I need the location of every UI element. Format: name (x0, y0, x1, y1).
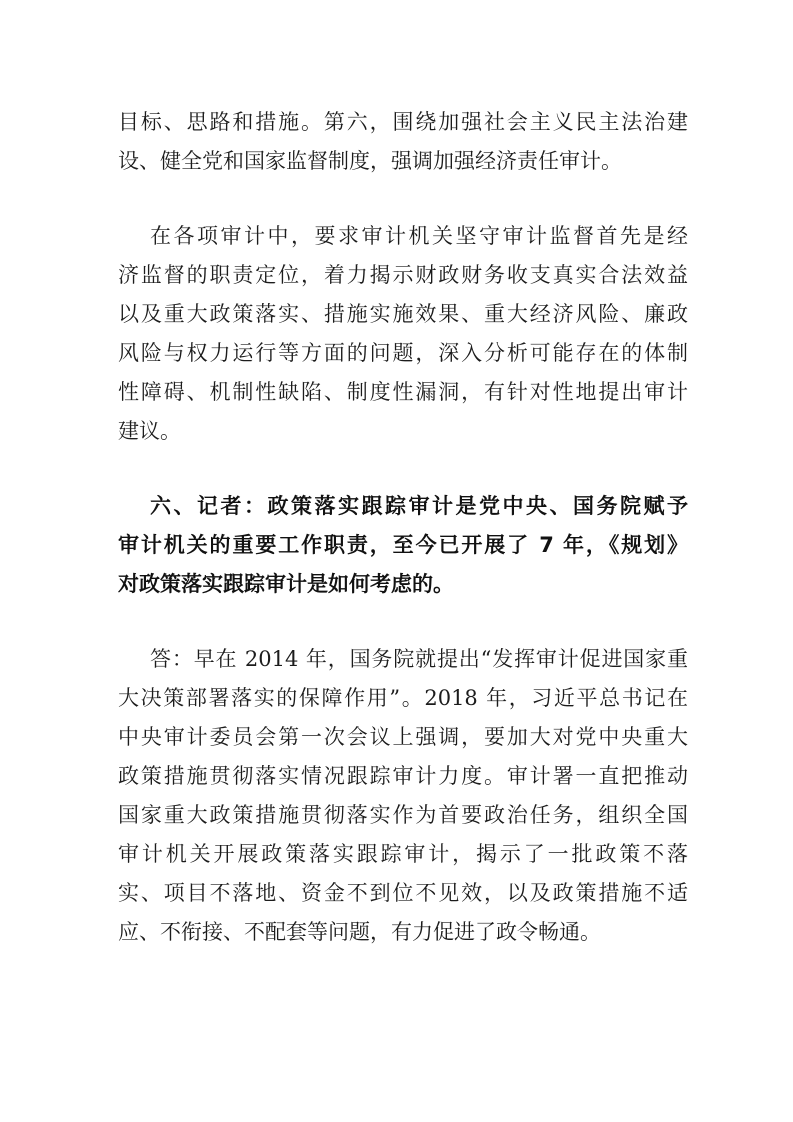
document-body (118, 103, 688, 952)
text-line: 应、不衔接、不配套等问题，有力促进了政令畅通。 (118, 920, 601, 944)
heading-line: 审计机关的重要工作职责，至今已开展了 7 年，《规划》 (118, 533, 688, 557)
text-line: 大决策部署落实的保障作用”。2018 年，习近平总书记在 (118, 686, 688, 710)
text-line: 目标、思路和措施。第六，围绕加强社会主义民主法治建 (118, 110, 688, 134)
text-line: 在各项审计中，要求审计机关坚守审计监督首先是经 (150, 224, 688, 248)
heading-line: 六、记者：政策落实跟踪审计是党中央、国务院赋予 (150, 494, 688, 518)
answer-paragraph (118, 640, 688, 952)
text-line: 政策措施贯彻落实情况跟踪审计力度。审计署一直把推动 (118, 764, 688, 788)
text-line: 中央审计委员会第一次会议上强调，要加大对党中央重大 (118, 725, 688, 749)
paragraph-audit-requirements (118, 217, 688, 451)
text-line: 风险与权力运行等方面的问题，深入分析可能存在的体制 (118, 341, 688, 365)
question-heading (118, 487, 688, 604)
text-line: 答：早在 2014 年，国务院就提出“发挥审计促进国家重 (150, 647, 688, 671)
text-line: 建议。 (118, 419, 181, 443)
text-line: 实、项目不落地、资金不到位不见效，以及政策措施不适 (118, 881, 688, 905)
text-line: 性障碍、机制性缺陷、制度性漏洞，有针对性地提出审计 (118, 380, 688, 404)
text-line: 济监督的职责定位，着力揭示财政财务收支真实合法效益 (118, 263, 688, 287)
text-line: 以及重大政策落实、措施实施效果、重大经济风险、廉政 (118, 302, 688, 326)
text-line: 审计机关开展政策落实跟踪审计，揭示了一批政策不落 (118, 842, 688, 866)
heading-line: 对政策落实跟踪审计是如何考虑的。 (118, 572, 454, 596)
text-line: 国家重大政策措施贯彻落实作为首要政治任务，组织全国 (118, 803, 688, 827)
text-line: 设、健全党和国家监督制度，强调加强经济责任审计。 (118, 149, 622, 173)
paragraph-continued (118, 103, 688, 181)
